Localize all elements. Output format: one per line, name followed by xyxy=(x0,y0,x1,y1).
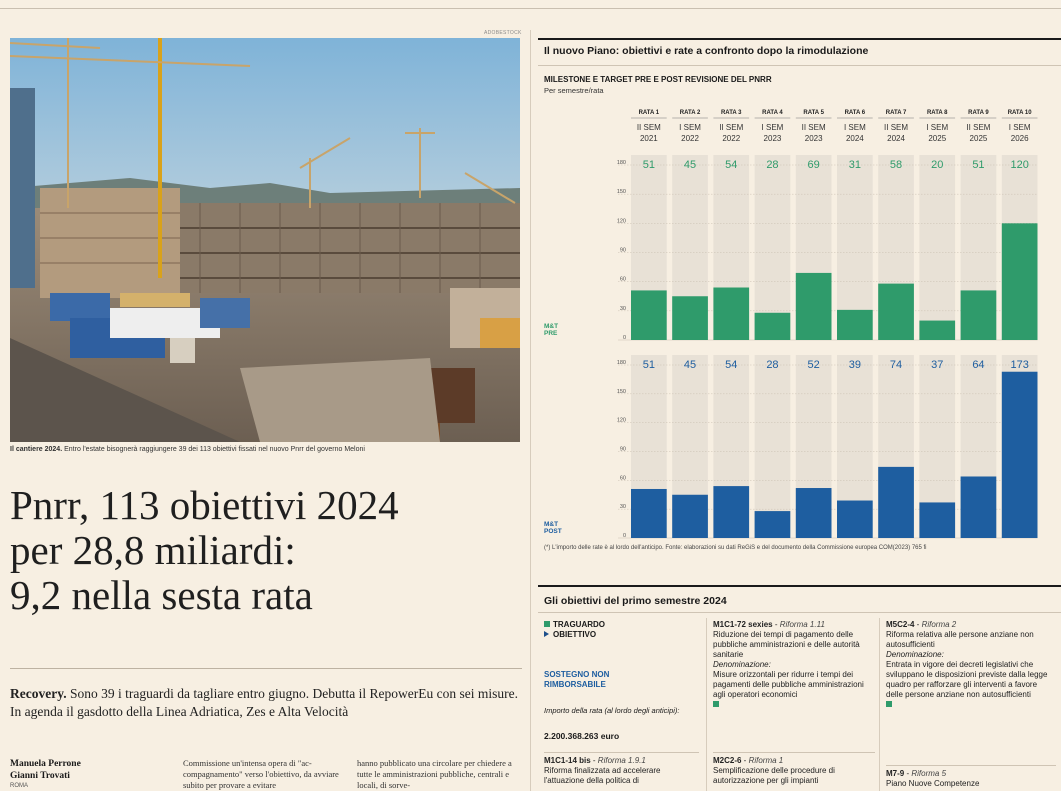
chart-title: Il nuovo Piano: obiettivi e rate a confronto dopo la rimodulazione xyxy=(544,45,869,57)
traguardo-marker-icon xyxy=(886,701,892,707)
year-label: 2022 xyxy=(722,134,741,143)
objective-item: M7-9 - Riforma 5 Piano Nuove Competenze xyxy=(886,769,980,788)
post-value-label: 74 xyxy=(889,359,903,371)
y-tick-label: 90 xyxy=(619,446,626,453)
pre-bar xyxy=(919,321,955,340)
chart-footnote: (*) L'importo delle rate è al lordo dell'anticipo. Fonte: elaborazioni su dati ReGiS e del documento della Commissione europea COM(2023) 765 fi xyxy=(544,545,927,551)
column-background xyxy=(755,355,791,538)
year-label: 2024 xyxy=(845,134,864,143)
category-label: RATA 3 xyxy=(720,110,742,116)
post-value-label: 173 xyxy=(1010,359,1029,371)
post-value-label: 52 xyxy=(807,359,820,371)
summary xyxy=(10,685,522,721)
y-tick-label: 60 xyxy=(619,276,626,283)
semester-label: II SEM xyxy=(636,123,661,132)
objectives-rule xyxy=(538,612,1061,613)
semester-label: II SEM xyxy=(884,123,909,132)
y-tick-label: 120 xyxy=(616,218,626,225)
pre-series-label: PRE xyxy=(544,330,558,337)
pre-bar xyxy=(631,290,667,340)
year-label: 2022 xyxy=(681,134,699,143)
objective-item: M1C1-72 sexies - Riforma 1.11 Riduzione dei tempi di pagamento delle pubbliche amministrazioni e delle autorità sanitarie Denominazione: Misure orizzontali per ridurre i tempi dei pagamenti delle pubbliche amministrazioni agli operatori economici xyxy=(713,620,875,710)
category-label: RATA 6 xyxy=(844,110,866,116)
objective-item: M1C1-14 bis - Riforma 1.9.1 Riforma finalizzata ad accelerare l'attuazione della politica di xyxy=(544,756,661,785)
post-value-label: 39 xyxy=(848,359,861,371)
year-label: 2025 xyxy=(928,134,947,143)
y-tick-label: 0 xyxy=(622,533,626,539)
year-label: 2026 xyxy=(1010,134,1029,143)
pre-value-label: 54 xyxy=(725,159,738,171)
category-label: RATA 7 xyxy=(885,110,907,116)
chart-unit: Per semestre/rata xyxy=(544,86,604,95)
pnrr-bar-chart xyxy=(538,100,1061,545)
pre-value-label: 69 xyxy=(807,159,820,171)
y-tick-label: 60 xyxy=(619,475,626,482)
semester-label: II SEM xyxy=(719,123,744,132)
year-label: 2024 xyxy=(887,134,905,143)
chart-bottom-rule xyxy=(538,585,1061,587)
category-label: RATA 2 xyxy=(679,110,701,116)
pre-value-label: 58 xyxy=(889,159,903,171)
y-tick-label: 30 xyxy=(619,305,626,312)
objectives-legend xyxy=(544,620,605,640)
chart-top-rule xyxy=(538,38,1061,40)
dateline-city: ROMA xyxy=(10,783,28,789)
y-tick-label: 180 xyxy=(616,360,626,366)
construction-site-photo xyxy=(10,38,520,442)
semester-label: II SEM xyxy=(801,123,826,132)
category-label: RATA 10 xyxy=(1007,110,1032,116)
y-tick-label: 0 xyxy=(622,335,626,341)
post-value-label: 64 xyxy=(972,359,985,371)
post-bar xyxy=(755,511,791,538)
column-background xyxy=(755,155,791,340)
post-bar xyxy=(796,488,832,538)
triangle-icon xyxy=(544,631,549,637)
author-1: Manuela Perrone xyxy=(10,759,81,769)
semester-label: I SEM xyxy=(761,123,784,132)
post-bar xyxy=(672,495,708,538)
objectives-separator xyxy=(886,765,1056,766)
y-tick-label: 30 xyxy=(619,504,626,511)
y-tick-label: 150 xyxy=(616,388,626,395)
semester-label: I SEM xyxy=(926,123,949,132)
objective-item: M2C2-6 - Riforma 1 Semplificazione delle procedure di autorizzazione per gli impianti xyxy=(713,756,835,785)
objectives-title: Gli obiettivi del primo semestre 2024 xyxy=(544,595,727,607)
objectives-column-divider xyxy=(879,618,880,791)
byline xyxy=(10,758,81,782)
amount-label: Importo della rata (al lordo degli anticipi): xyxy=(544,706,680,715)
pre-value-label: 51 xyxy=(642,159,655,171)
column-separator xyxy=(530,30,531,791)
chart-title-rule xyxy=(538,65,1061,66)
legend-traguardo: TRAGUARDO xyxy=(544,620,605,630)
post-value-label: 54 xyxy=(725,359,738,371)
pre-bar xyxy=(755,313,791,340)
pre-value-label: 31 xyxy=(848,159,861,171)
objectives-column-divider xyxy=(706,618,707,791)
pre-bar xyxy=(837,310,873,340)
post-bar xyxy=(1002,372,1038,538)
pre-bar xyxy=(1002,223,1038,340)
headline-line-3: 9,2 nella sesta rata xyxy=(10,572,313,618)
objectives-separator xyxy=(544,752,699,753)
post-value-label: 28 xyxy=(766,359,779,371)
summary-text: Sono 39 i traguardi da tagliare entro giugno. Debutta il RepowerEu con sei misure. In agenda il gasdotto della Linea Adriatica, Zes e Alta Velocità xyxy=(10,686,518,719)
y-tick-label: 120 xyxy=(616,417,626,424)
y-tick-label: 150 xyxy=(616,189,626,196)
category-label: RATA 9 xyxy=(968,110,989,116)
summary-rule xyxy=(10,668,522,669)
semester-label: II SEM xyxy=(966,123,991,132)
pre-series-label: M&T xyxy=(544,323,559,330)
top-rule xyxy=(0,8,1061,9)
traguardo-marker-icon xyxy=(713,701,719,707)
pre-value-label: 51 xyxy=(972,159,985,171)
pre-bar xyxy=(961,290,997,340)
post-bar xyxy=(713,486,749,538)
year-label: 2021 xyxy=(639,134,658,143)
support-label: SOSTEGNO NON RIMBORSABILE xyxy=(544,670,610,689)
pre-bar xyxy=(713,288,749,341)
objective-item: M5C2-4 - Riforma 2 Riforma relativa alle persone anziane non autosufficienti Denominazione: Entrata in vigore dei decreti legislativi che sviluppano le disposizioni previste dalla legge quadro per rafforzare gli interventi a favore delle persone anziane non autosufficienti xyxy=(886,620,1056,710)
column-background xyxy=(919,155,955,340)
author-2: Gianni Trovati xyxy=(10,771,70,781)
square-icon xyxy=(544,621,550,627)
category-label: RATA 5 xyxy=(803,110,824,116)
chart-subtitle: MILESTONE E TARGET PRE E POST REVISIONE DEL PNRR xyxy=(544,75,772,84)
photo-credit: ADOBESTOCK xyxy=(484,30,522,36)
body-column-2: hanno pubblicato una circolare per chiedere a tutte le amministrazioni pubbliche, centrali e locali, di sorve- xyxy=(357,758,512,790)
post-series-label: M&T xyxy=(544,521,559,528)
y-tick-label: 180 xyxy=(616,160,626,166)
legend-obiettivo: OBIETTIVO xyxy=(544,630,605,640)
caption-lead: Il cantiere 2024. xyxy=(10,446,63,453)
summary-kicker: Recovery. xyxy=(10,686,67,701)
headline-line-1: Pnrr, 113 obiettivi 2024 xyxy=(10,482,399,528)
post-bar xyxy=(878,467,914,538)
category-label: RATA 4 xyxy=(762,110,783,116)
post-series-label: POST xyxy=(544,528,562,535)
post-bar xyxy=(919,502,955,538)
post-bar xyxy=(961,476,997,538)
pre-value-label: 28 xyxy=(766,159,779,171)
amount-value: 2.200.368.263 euro xyxy=(544,731,620,741)
post-bar xyxy=(631,489,667,538)
category-label: RATA 8 xyxy=(926,110,948,116)
pre-bar xyxy=(878,284,914,340)
year-label: 2023 xyxy=(763,134,782,143)
headline-line-2: per 28,8 miliardi: xyxy=(10,527,296,573)
photo-caption xyxy=(10,446,525,453)
objectives-separator xyxy=(713,752,875,753)
pre-value-label: 120 xyxy=(1010,159,1029,171)
post-value-label: 37 xyxy=(931,359,944,371)
semester-label: I SEM xyxy=(1008,123,1031,132)
year-label: 2025 xyxy=(969,134,988,143)
y-tick-label: 90 xyxy=(619,247,626,254)
category-label: RATA 1 xyxy=(638,110,660,116)
pre-bar xyxy=(796,273,832,340)
caption-text: Entro l'estate bisognerà raggiungere 39 dei 113 obiettivi fissati nel nuovo Pnrr del governo Meloni xyxy=(64,446,365,453)
pre-value-label: 45 xyxy=(683,159,697,171)
pre-bar xyxy=(672,296,708,340)
headline xyxy=(10,483,530,618)
post-value-label: 51 xyxy=(642,359,655,371)
semester-label: I SEM xyxy=(679,123,701,132)
post-value-label: 45 xyxy=(683,359,697,371)
post-bar xyxy=(837,501,873,538)
semester-label: I SEM xyxy=(843,123,866,132)
year-label: 2023 xyxy=(804,134,823,143)
pre-value-label: 20 xyxy=(931,159,944,171)
body-column-1: Commissione un'intensa opera di "ac-compagnamento" verso l'obiettivo, da avviare subito per provare a evitare xyxy=(183,758,339,790)
